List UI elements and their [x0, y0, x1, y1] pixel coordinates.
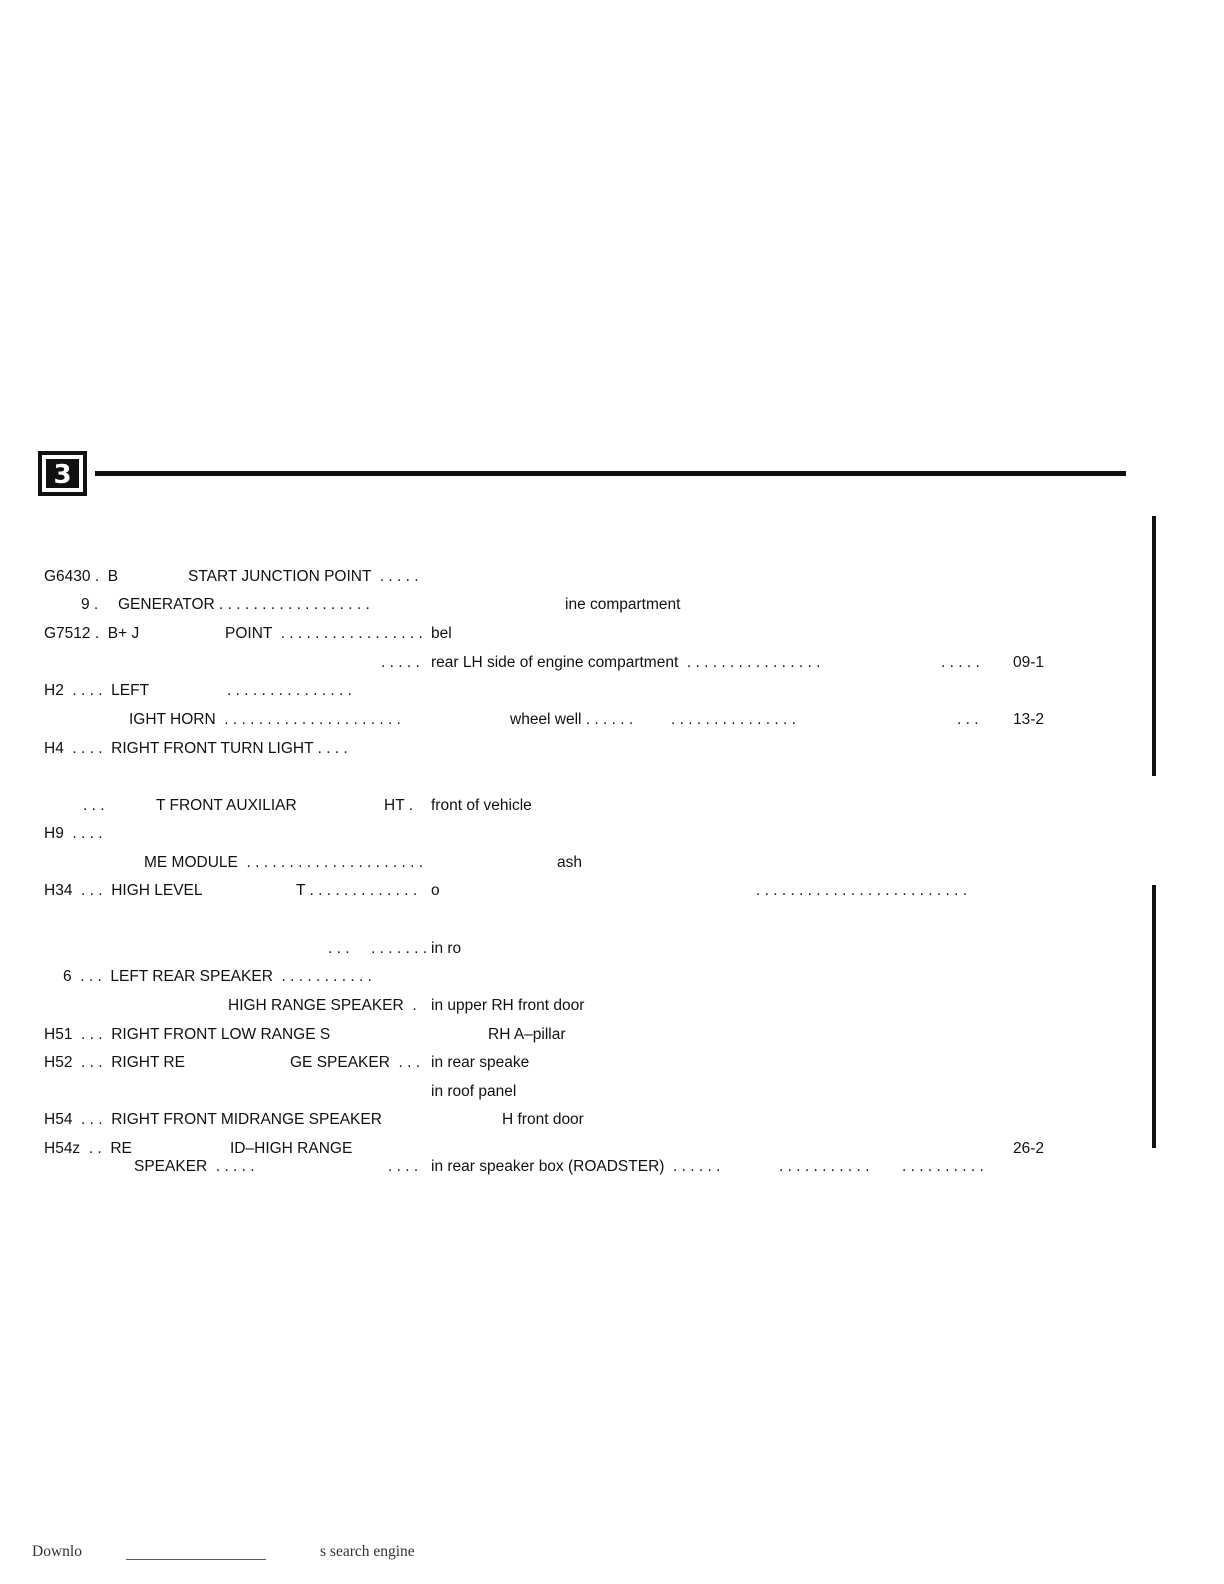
index-text-l8b: T FRONT AUXILIAR [156, 797, 297, 814]
index-text-l14a: HIGH RANGE SPEAKER . [228, 997, 417, 1014]
index-text-l18a: H54 . . . RIGHT FRONT MIDRANGE SPEAKER [44, 1111, 382, 1128]
margin-bar-top [1152, 516, 1156, 776]
index-text-l6b: wheel well . . . . . . [510, 711, 634, 728]
index-text-l1b: START JUNCTION POINT . . . . . [188, 568, 419, 585]
index-text-l9a: H9 . . . . [44, 825, 103, 842]
index-text-l16b: GE SPEAKER . . . [290, 1054, 421, 1071]
index-text-l18b: H front door [502, 1111, 584, 1128]
index-text-l20a: SPEAKER . . . . . [134, 1158, 255, 1175]
index-text-l20d: . . . . . . . . . . . [779, 1158, 870, 1175]
index-text-l11c: o [431, 882, 440, 899]
index-text-l7a: H4 . . . . RIGHT FRONT TURN LIGHT . . . . [44, 740, 348, 757]
index-text-l4d: 09-1 [1013, 654, 1045, 671]
index-text-l19c: 26-2 [1013, 1140, 1045, 1157]
index-text-l8a: . . . [83, 797, 105, 814]
index-text-l12b: in ro [431, 940, 462, 957]
index-text-l3b: POINT . . . . . . . . . . . . . . . . . [225, 625, 423, 642]
index-text-l3a: G7512 . B+ J [44, 625, 140, 642]
index-text-l13a: 6 . . . LEFT REAR SPEAKER . . . . . . . . . . . [63, 968, 372, 985]
index-text-l11a: H34 . . . HIGH LEVEL [44, 882, 203, 899]
index-text-l2a: 9 . [81, 596, 99, 613]
index-text-l5a: H2 . . . . LEFT [44, 682, 150, 699]
index-text-l20e: . . . . . . . . . . [902, 1158, 984, 1175]
index-text-l5b: . . . . . . . . . . . . . . . [227, 682, 352, 699]
index-text-l16c: in rear speake [431, 1054, 530, 1071]
index-text-l20c: in rear speaker box (ROADSTER) . . . . . . [431, 1158, 721, 1175]
index-text-l19b: ID–HIGH RANGE [230, 1140, 353, 1157]
index-text-l20b: . . . . [388, 1158, 419, 1175]
footer-link[interactable] [126, 1559, 266, 1560]
index-text-l4a: . . . . . [381, 654, 420, 671]
index-text-l6e: 13-2 [1013, 711, 1045, 728]
index-text-l10a: ME MODULE . . . . . . . . . . . . . . . . . . . . . [144, 854, 424, 871]
section-number-badge [38, 451, 87, 496]
index-text-l16a: H52 . . . RIGHT RE [44, 1054, 185, 1071]
index-text-l8d: front of vehicle [431, 797, 532, 814]
index-text-l12a: . . . . . . . . . . [328, 940, 428, 957]
index-text-l1a: G6430 . B [44, 568, 119, 585]
margin-bar-bottom [1152, 885, 1156, 1148]
index-text-l8c: HT . [384, 797, 413, 814]
index-text-l15a: H51 . . . RIGHT FRONT LOW RANGE S [44, 1026, 331, 1043]
index-text-l11b: T . . . . . . . . . . . . . [296, 882, 418, 899]
index-text-l6c: . . . . . . . . . . . . . . . [671, 711, 796, 728]
index-text-l6d: . . . [957, 711, 979, 728]
index-text-l10b: ash [557, 854, 582, 871]
index-text-l2c: ine compartment [565, 596, 681, 613]
index-text-l11d: . . . . . . . . . . . . . . . . . . . . . . . . . [756, 882, 968, 899]
footer-right-text: s search engine [320, 1543, 415, 1560]
index-text-l19a: H54z . . RE [44, 1140, 132, 1157]
index-text-l4b: rear LH side of engine compartment . . . . . . . . . . . . . . . . [431, 654, 821, 671]
index-text-l6a: IGHT HORN . . . . . . . . . . . . . . . . . . . . . [129, 711, 401, 728]
section-number: 3 [46, 459, 79, 488]
index-text-l2b: GENERATOR . . . . . . . . . . . . . . . . . . [118, 596, 370, 613]
index-text-l4c: . . . . . [941, 654, 980, 671]
footer-left-text: Downlo [32, 1543, 82, 1560]
index-text-l14b: in upper RH front door [431, 997, 585, 1014]
index-text-l3c: bel [431, 625, 452, 642]
index-text-l17a: in roof panel [431, 1083, 517, 1100]
header-rule [95, 471, 1126, 476]
index-text-l15b: RH A–pillar [488, 1026, 566, 1043]
